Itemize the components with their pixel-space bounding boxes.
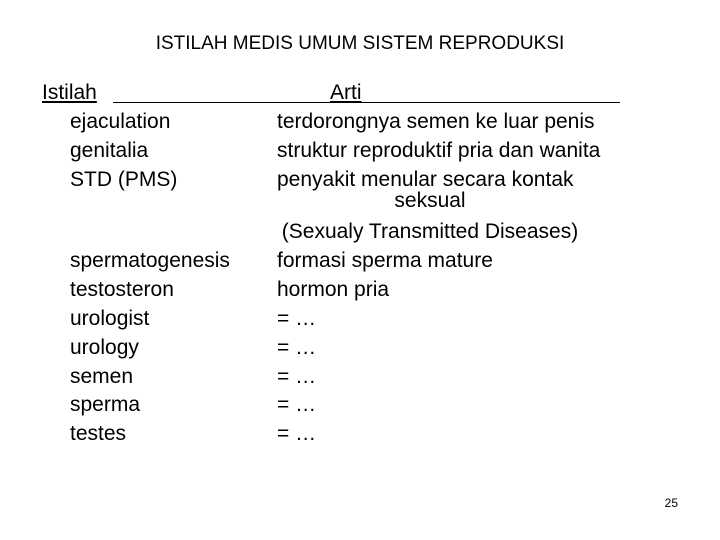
term-cell: testosteron (70, 278, 174, 301)
meaning-cell: = … (277, 365, 317, 388)
term-cell: ejaculation (70, 110, 171, 133)
term-cell: genitalia (70, 139, 149, 162)
term-cell: urology (70, 336, 139, 359)
term-cell: urologist (70, 307, 150, 330)
page-number: 25 (664, 496, 678, 510)
meaning-cell: struktur reproduktif pria dan wanita (277, 139, 601, 162)
meaning-cell: hormon pria (277, 278, 390, 301)
header-meaning: Arti (330, 81, 362, 104)
meaning-cell: formasi sperma mature (277, 249, 493, 272)
term-cell: sperma (70, 393, 141, 416)
slide-title: ISTILAH MEDIS UMUM SISTEM REPRODUKSI (155, 33, 565, 54)
meaning-cell: penyakit menular secara kontak (277, 168, 574, 191)
term-cell: spermatogenesis (70, 249, 230, 272)
meaning-cell: = … (277, 336, 317, 359)
meaning-cell: = … (277, 422, 317, 445)
term-cell: testes (70, 422, 127, 445)
term-cell: semen (70, 365, 134, 388)
header-term: Istilah (42, 81, 97, 104)
meaning-cell: = … (277, 307, 317, 330)
meaning-cell-line2: seksual (394, 189, 466, 212)
meaning-cell-line3: (Sexualy Transmitted Diseases) (281, 220, 579, 243)
term-cell: STD (PMS) (70, 168, 178, 191)
header-underline (113, 102, 620, 103)
meaning-cell: = … (277, 393, 317, 416)
meaning-cell: terdorongnya semen ke luar penis (277, 110, 595, 133)
